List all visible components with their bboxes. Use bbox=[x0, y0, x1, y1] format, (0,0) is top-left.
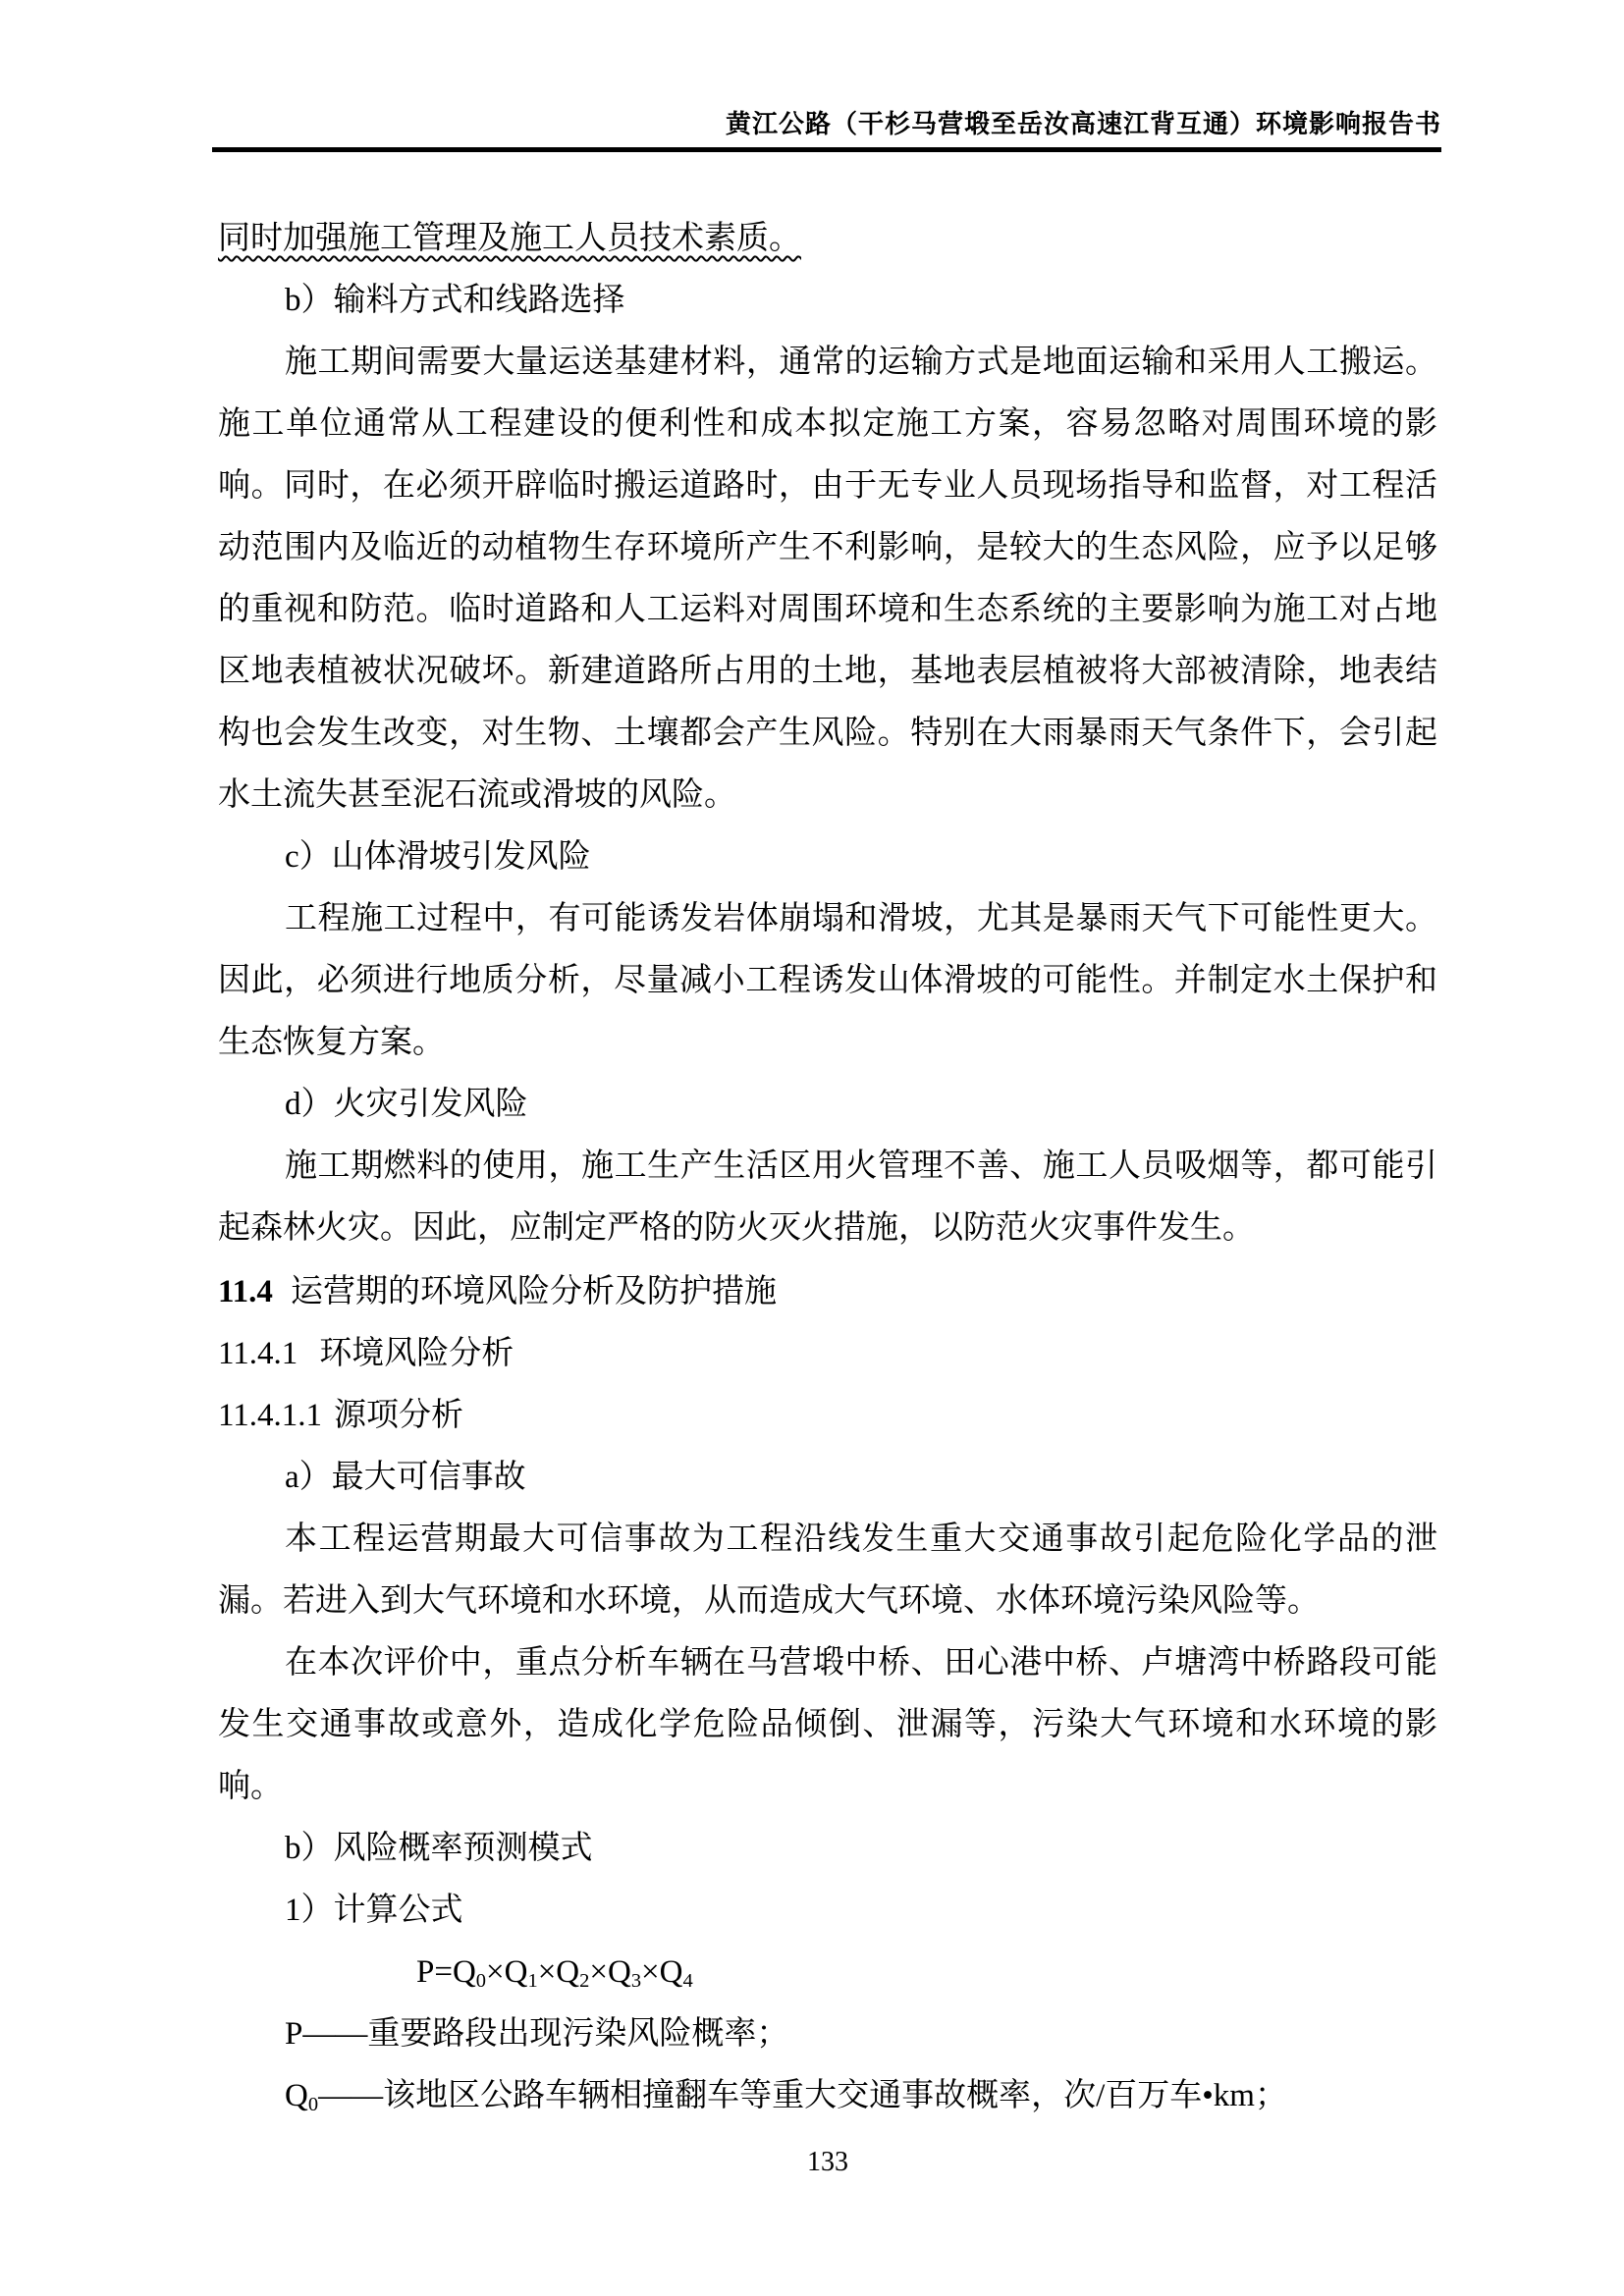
formula-part: ×Q bbox=[641, 1954, 683, 1990]
formula-subscript: 2 bbox=[579, 1970, 590, 1993]
page-header bbox=[212, 108, 1441, 141]
underlined-sentence: 同时加强施工管理及施工人员技术素质。 bbox=[218, 221, 801, 256]
para-transport: 施工期间需要大量运送基建材料，通常的运输方式是地面运输和采用人工搬运。施工单位通常从工程建设的便利性和成本拟定施工方案，容易忽略对周围环境的影响。同时，在必须开辟临时搬运道路时，由于无专业人员现场指导和监督，对工程活动范围内及临近的动植物生存环境所产生不利影响，是较大的生态风险，应予以足够的重视和防范。临时道路和人工运料对周围环境和生态系统的主要影响为施工对占地区地表植被状况破坏。新建道路所占用的土地，基地表层植被将大部被清除，地表结构也会发生改变，对生物、土壤都会产生风险。特别在大雨暴雨天气条件下，会引起水土流失甚至泥石流或滑坡的风险。 bbox=[218, 345, 1437, 813]
heading-max-credible-accident: a）最大可信事故 bbox=[285, 1460, 526, 1495]
formula-subscript: 3 bbox=[630, 1970, 642, 1993]
section-number-11-4-1-1: 11.4.1.1 bbox=[218, 1398, 323, 1433]
definition-q0-subscript: 0 bbox=[307, 2094, 319, 2116]
heading-material-route: b）输料方式和线路选择 bbox=[285, 283, 625, 318]
para-accident: 本工程运营期最大可信事故为工程沿线发生重大交通事故引起危险化学品的泄漏。若进入到大气环境和水环境，从而造成大气环境、水体环境污染风险等。 bbox=[218, 1522, 1437, 1619]
heading-risk-probability-model: b）风险概率预测模式 bbox=[285, 1831, 593, 1866]
section-number-11-4-1: 11.4.1 bbox=[218, 1336, 298, 1371]
section-heading-11-4-1-1 bbox=[218, 1385, 1437, 1447]
formula-part: ×Q bbox=[486, 1954, 528, 1990]
heading-calculation-formula: 1）计算公式 bbox=[285, 1893, 463, 1928]
definition-q0-text: ——该地区公路车辆相撞翻车等重大交通事故概率，次/百万车•km； bbox=[318, 2078, 1287, 2113]
section-number-11-4: 11.4 bbox=[218, 1274, 273, 1309]
header-rule bbox=[212, 147, 1441, 152]
formula-part: ×Q bbox=[589, 1954, 631, 1990]
definition-p: P——重要路段出现污染风险概率； bbox=[285, 2016, 789, 2052]
underlined-sentence-line bbox=[218, 208, 1437, 270]
document-body bbox=[218, 208, 1437, 2127]
section-title-11-4: 运营期的环境风险分析及防护措施 bbox=[290, 1272, 777, 1308]
section-heading-11-4 bbox=[218, 1259, 1437, 1323]
formula-subscript: 0 bbox=[475, 1970, 487, 1993]
para-fire: 施工期燃料的使用，施工生产生活区用火管理不善、施工人员吸烟等，都可能引起森林火灾。因此，应制定严格的防火灭火措施，以防范火灾事件发生。 bbox=[218, 1148, 1437, 1246]
para-landslide: 工程施工过程中，有可能诱发岩体崩塌和滑坡，尤其是暴雨天气下可能性更大。因此，必须进行地质分析，尽量减小工程诱发山体滑坡的可能性。并制定水土保护和生态恢复方案。 bbox=[218, 901, 1437, 1060]
formula-part: ×Q bbox=[537, 1954, 580, 1990]
formula-subscript: 4 bbox=[682, 1970, 693, 1993]
formula-subscript: 1 bbox=[527, 1970, 538, 1993]
heading-fire-risk: d）火灾引发风险 bbox=[285, 1087, 528, 1122]
page-number: 133 bbox=[807, 2147, 848, 2177]
para-evaluation: 在本次评价中，重点分析车辆在马营塅中桥、田心港中桥、卢塘湾中桥路段可能发生交通事故或意外，造成化学危险品倾倒、泄漏等，污染大气环境和水环境的影响。 bbox=[218, 1645, 1437, 1804]
risk-probability-formula bbox=[218, 1942, 1437, 2003]
page-footer bbox=[218, 2146, 1437, 2179]
section-heading-11-4-1 bbox=[218, 1323, 1437, 1385]
formula-part: P=Q bbox=[416, 1954, 476, 1990]
definition-q0-symbol: Q bbox=[285, 2078, 308, 2113]
heading-landslide-risk: c）山体滑坡引发风险 bbox=[285, 839, 591, 875]
section-title-11-4-1: 环境风险分析 bbox=[319, 1336, 514, 1371]
definition-q0 bbox=[218, 2065, 1437, 2127]
section-title-11-4-1-1: 源项分析 bbox=[334, 1398, 464, 1433]
header-title: 黄江公路（干杉马营塅至岳汝高速江背互通）环境影响报告书 bbox=[725, 110, 1441, 138]
